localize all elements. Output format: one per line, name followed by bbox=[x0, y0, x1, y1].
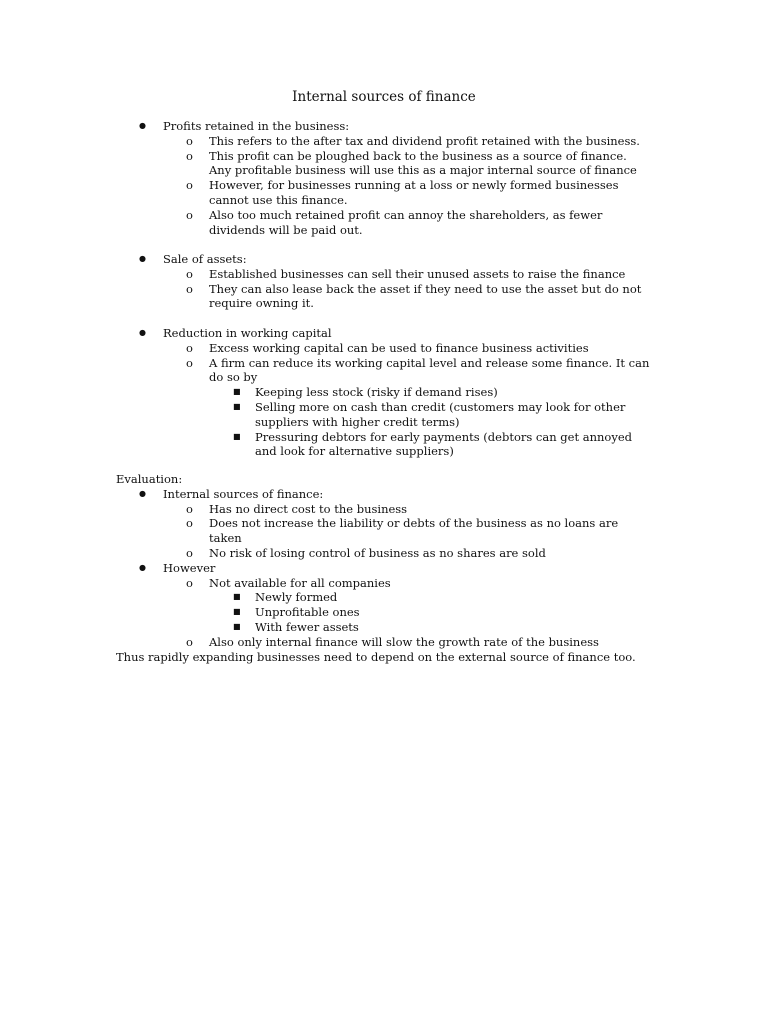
list-item-text: Newly formed bbox=[255, 590, 338, 605]
list-item bbox=[0, 326, 768, 341]
evaluation-label-row bbox=[0, 472, 768, 487]
conclusion-text: Thus rapidly expanding businesses need to depend on the external source of finance too. bbox=[116, 649, 636, 664]
list-item bbox=[0, 134, 768, 149]
section-heading: Reduction in working capital bbox=[163, 326, 332, 340]
list-item bbox=[0, 576, 768, 591]
list-item-text: This profit can be ploughed back to the business as a source of finance. Any profitable business will use this as a major internal source of finance bbox=[209, 148, 637, 178]
section-evaluation bbox=[0, 472, 768, 664]
square-bullet-icon: ■ bbox=[233, 401, 241, 411]
list-item bbox=[0, 149, 768, 179]
circle-bullet-icon: o bbox=[186, 178, 193, 193]
list-item bbox=[0, 178, 768, 208]
list-item bbox=[0, 385, 768, 400]
circle-bullet-icon: o bbox=[186, 133, 193, 148]
section-heading: However bbox=[163, 560, 216, 575]
circle-bullet-icon: o bbox=[186, 501, 193, 516]
square-bullet-icon: ■ bbox=[233, 621, 241, 631]
list-item-text: This refers to the after tax and dividend profit retained with the business. bbox=[209, 133, 640, 148]
list-item bbox=[0, 252, 768, 267]
list-item bbox=[0, 487, 768, 502]
conclusion-row bbox=[0, 650, 768, 665]
list-item-text: Also only internal finance will slow the growth rate of the business bbox=[209, 634, 599, 649]
square-bullet-icon: ■ bbox=[233, 387, 241, 397]
bullet-icon: ● bbox=[139, 488, 146, 498]
list-item-text: No risk of losing control of business as no shares are sold bbox=[209, 545, 546, 560]
section-heading: Profits retained in the business: bbox=[163, 119, 350, 133]
list-item-text: With fewer assets bbox=[255, 619, 359, 634]
list-item bbox=[0, 282, 768, 312]
list-item bbox=[0, 356, 768, 386]
list-item-text: Established businesses can sell their unused assets to raise the finance bbox=[209, 266, 626, 281]
section-heading: Sale of assets: bbox=[163, 252, 247, 266]
list-item bbox=[0, 208, 768, 238]
list-item bbox=[0, 119, 768, 134]
page-title: Internal sources of finance bbox=[292, 89, 476, 105]
section-profits bbox=[0, 119, 768, 237]
section-assets bbox=[0, 252, 768, 311]
circle-bullet-icon: o bbox=[186, 355, 193, 370]
list-item-text: Excess working capital can be used to finance business activities bbox=[209, 340, 589, 355]
bullet-icon: ● bbox=[139, 328, 146, 337]
list-item-text: Pressuring debtors for early payments (debtors can get annoyed and look for alternative suppliers) bbox=[255, 429, 632, 459]
circle-bullet-icon: o bbox=[186, 634, 193, 649]
bullet-icon: ● bbox=[139, 121, 146, 130]
list-item bbox=[0, 546, 768, 561]
list-item-text: Unprofitable ones bbox=[255, 605, 360, 620]
list-item bbox=[0, 605, 768, 620]
circle-bullet-icon: o bbox=[186, 545, 193, 560]
list-item bbox=[0, 561, 768, 576]
circle-bullet-icon: o bbox=[186, 575, 193, 590]
list-item bbox=[0, 635, 768, 650]
list-item-text: Not available for all companies bbox=[209, 575, 391, 590]
section-working-capital bbox=[0, 326, 768, 459]
section-heading: Internal sources of finance: bbox=[163, 486, 324, 501]
list-item-text: They can also lease back the asset if they need to use the asset but do not require owning it. bbox=[209, 281, 642, 311]
circle-bullet-icon: o bbox=[186, 207, 193, 222]
list-item bbox=[0, 502, 768, 517]
square-bullet-icon: ■ bbox=[233, 592, 241, 602]
list-item bbox=[0, 341, 768, 356]
bullet-icon: ● bbox=[139, 254, 146, 263]
square-bullet-icon: ■ bbox=[233, 607, 241, 617]
list-item-text: Also too much retained profit can annoy the shareholders, as fewer dividends will be paid out. bbox=[209, 207, 603, 237]
list-item bbox=[0, 430, 768, 460]
list-item-text: Has no direct cost to the business bbox=[209, 501, 408, 516]
circle-bullet-icon: o bbox=[186, 281, 193, 296]
evaluation-label: Evaluation: bbox=[116, 472, 183, 486]
circle-bullet-icon: o bbox=[186, 340, 193, 355]
bullet-icon: ● bbox=[139, 562, 146, 572]
list-item-text: Keeping less stock (risky if demand rises) bbox=[255, 385, 498, 400]
square-bullet-icon: ■ bbox=[233, 431, 241, 441]
list-item-text: However, for businesses running at a loss or newly formed businesses cannot use this finance. bbox=[209, 178, 619, 207]
list-item-text: Does not increase the liability or debts of the business as no loans are taken bbox=[209, 516, 619, 546]
list-item bbox=[0, 590, 768, 605]
list-item bbox=[0, 620, 768, 635]
list-item-text: Selling more on cash than credit (customers may look for other suppliers with higher credit terms) bbox=[255, 399, 626, 429]
list-item-text: A firm can reduce its working capital level and release some finance. It can do so by bbox=[209, 355, 650, 385]
circle-bullet-icon: o bbox=[186, 266, 193, 281]
list-item bbox=[0, 267, 768, 282]
circle-bullet-icon: o bbox=[186, 516, 193, 531]
list-item bbox=[0, 516, 768, 546]
list-item bbox=[0, 400, 768, 430]
circle-bullet-icon: o bbox=[186, 148, 193, 163]
